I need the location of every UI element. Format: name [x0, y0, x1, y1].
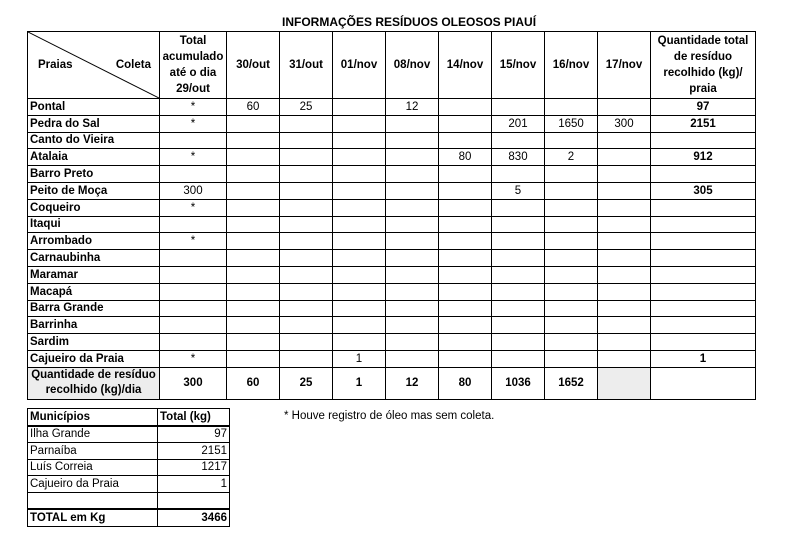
- praia-total-cell: [651, 317, 756, 334]
- table-cell: [160, 166, 227, 183]
- table-cell: 1650: [545, 115, 598, 132]
- sum-cell: 12: [386, 367, 439, 399]
- table-row: [28, 334, 756, 351]
- date-header: 15/nov: [492, 32, 545, 99]
- table-cell: [227, 350, 280, 367]
- table-row: [28, 283, 756, 300]
- table-row: [28, 250, 756, 267]
- table-cell: [280, 132, 333, 149]
- table-cell: 1: [333, 350, 386, 367]
- municipios-header: Municípios: [28, 409, 158, 426]
- municipio-total: 97: [158, 426, 230, 443]
- municipio-name: [28, 492, 158, 509]
- table-cell: [227, 233, 280, 250]
- sum-cell: 1: [333, 367, 386, 399]
- table-cell: [492, 132, 545, 149]
- table-cell: [545, 99, 598, 116]
- praias-coleta-header: [28, 32, 160, 99]
- praia-name: Atalaia: [28, 149, 160, 166]
- table-cell: [439, 334, 492, 351]
- praia-total-cell: [651, 233, 756, 250]
- sum-cell: [651, 367, 756, 399]
- table-row: [28, 233, 756, 250]
- table-cell: [333, 300, 386, 317]
- municipios-table: [27, 408, 230, 527]
- table-cell: [439, 266, 492, 283]
- table-row: [28, 216, 756, 233]
- praia-total-cell: [651, 300, 756, 317]
- praia-total-cell: [651, 283, 756, 300]
- table-cell: [280, 250, 333, 267]
- sum-cell: 1036: [492, 367, 545, 399]
- table-cell: [280, 317, 333, 334]
- table-cell: [545, 182, 598, 199]
- municipio-row: [28, 492, 230, 509]
- table-cell: [492, 216, 545, 233]
- table-cell: [492, 199, 545, 216]
- table-cell: [545, 216, 598, 233]
- praia-total-cell: [651, 199, 756, 216]
- residuos-table: [27, 31, 756, 400]
- table-cell: [439, 199, 492, 216]
- table-cell: [545, 334, 598, 351]
- table-cell: [386, 334, 439, 351]
- table-cell: [333, 250, 386, 267]
- table-cell: *: [160, 99, 227, 116]
- table-cell: [160, 250, 227, 267]
- praia-total-cell: [651, 266, 756, 283]
- table-cell: [439, 132, 492, 149]
- table-row: [28, 149, 756, 166]
- table-row: [28, 115, 756, 132]
- table-cell: [160, 132, 227, 149]
- praia-name: Maramar: [28, 266, 160, 283]
- table-cell: [386, 350, 439, 367]
- table-cell: [160, 317, 227, 334]
- table-row: [28, 199, 756, 216]
- table-cell: [439, 166, 492, 183]
- table-cell: [280, 233, 333, 250]
- table-cell: [280, 283, 333, 300]
- table-cell: [492, 300, 545, 317]
- table-cell: [280, 149, 333, 166]
- table-cell: [439, 283, 492, 300]
- table-cell: [598, 266, 651, 283]
- praia-total-cell: 1: [651, 350, 756, 367]
- praia-name: Cajueiro da Praia: [28, 350, 160, 367]
- table-cell: [160, 266, 227, 283]
- table-cell: [280, 115, 333, 132]
- table-cell: [598, 233, 651, 250]
- sum-cell: 300: [160, 367, 227, 399]
- table-cell: 300: [160, 182, 227, 199]
- table-cell: [227, 115, 280, 132]
- sum-cell: [598, 367, 651, 399]
- table-cell: [227, 182, 280, 199]
- praia-total-cell: [651, 132, 756, 149]
- table-cell: *: [160, 149, 227, 166]
- table-cell: [439, 216, 492, 233]
- table-cell: [333, 283, 386, 300]
- praia-total-cell: [651, 166, 756, 183]
- table-cell: [280, 199, 333, 216]
- table-cell: [545, 250, 598, 267]
- total-value: 3466: [158, 509, 230, 526]
- date-header: 30/out: [227, 32, 280, 99]
- praia-total-cell: 97: [651, 99, 756, 116]
- sum-row: [28, 367, 756, 399]
- table-row: [28, 317, 756, 334]
- table-cell: [598, 182, 651, 199]
- table-cell: [492, 334, 545, 351]
- table-cell: [333, 233, 386, 250]
- municipio-name: Luís Correia: [28, 459, 158, 476]
- table-cell: [492, 283, 545, 300]
- praia-total-cell: [651, 334, 756, 351]
- total-kg-header: Total (kg): [158, 409, 230, 426]
- table-cell: [598, 132, 651, 149]
- municipio-name: Ilha Grande: [28, 426, 158, 443]
- coleta-label: Coleta: [115, 59, 151, 71]
- table-cell: [598, 350, 651, 367]
- table-cell: [439, 99, 492, 116]
- table-cell: [280, 266, 333, 283]
- table-cell: [227, 250, 280, 267]
- praia-name: Arrombado: [28, 233, 160, 250]
- table-cell: [160, 300, 227, 317]
- table-cell: [386, 182, 439, 199]
- table-cell: [598, 166, 651, 183]
- praia-name: Barrinha: [28, 317, 160, 334]
- table-cell: [439, 317, 492, 334]
- table-cell: [333, 334, 386, 351]
- table-cell: [386, 233, 439, 250]
- sum-cell: 1652: [545, 367, 598, 399]
- municipio-total: 1: [158, 476, 230, 493]
- sum-cell: 25: [280, 367, 333, 399]
- praia-name: Barro Preto: [28, 166, 160, 183]
- table-cell: [333, 216, 386, 233]
- table-cell: [492, 266, 545, 283]
- municipio-name: Parnaíba: [28, 443, 158, 460]
- sum-cell: 80: [439, 367, 492, 399]
- table-row: [28, 300, 756, 317]
- date-header: 08/nov: [386, 32, 439, 99]
- table-cell: [492, 99, 545, 116]
- table-cell: [545, 166, 598, 183]
- quantidade-total-header: Quantidade total de resíduo recolhido (kg)/ praia: [651, 32, 756, 99]
- table-cell: [439, 115, 492, 132]
- table-cell: [227, 149, 280, 166]
- table-cell: [227, 300, 280, 317]
- table-cell: *: [160, 233, 227, 250]
- praia-name: Pontal: [28, 99, 160, 116]
- table-row: [28, 132, 756, 149]
- table-cell: [333, 99, 386, 116]
- table-cell: [333, 317, 386, 334]
- table-cell: [545, 233, 598, 250]
- praia-total-cell: 912: [651, 149, 756, 166]
- table-cell: 12: [386, 99, 439, 116]
- municipio-total: 2151: [158, 443, 230, 460]
- table-cell: [227, 266, 280, 283]
- table-cell: [545, 283, 598, 300]
- total-acumulado-header: Total acumulado até o dia 29/out: [160, 32, 227, 99]
- table-cell: 300: [598, 115, 651, 132]
- table-cell: [598, 149, 651, 166]
- praias-label: Praias: [38, 59, 73, 71]
- page-title: INFORMAÇÕES RESÍDUOS OLEOSOS PIAUÍ: [282, 15, 537, 29]
- table-cell: [280, 216, 333, 233]
- table-cell: 2: [545, 149, 598, 166]
- praia-total-cell: 305: [651, 182, 756, 199]
- date-header: 16/nov: [545, 32, 598, 99]
- table-cell: [280, 300, 333, 317]
- table-cell: [280, 334, 333, 351]
- table-cell: [227, 334, 280, 351]
- praia-name: Macapá: [28, 283, 160, 300]
- table-cell: [545, 350, 598, 367]
- table-cell: [598, 317, 651, 334]
- table-cell: [386, 166, 439, 183]
- table-cell: [598, 250, 651, 267]
- table-row: [28, 99, 756, 116]
- praia-name: Itaqui: [28, 216, 160, 233]
- table-cell: [333, 166, 386, 183]
- table-cell: [598, 334, 651, 351]
- table-cell: [492, 317, 545, 334]
- municipio-name: Cajueiro da Praia: [28, 476, 158, 493]
- table-cell: [439, 250, 492, 267]
- table-cell: [333, 266, 386, 283]
- table-cell: [227, 283, 280, 300]
- table-cell: 201: [492, 115, 545, 132]
- table-cell: [160, 334, 227, 351]
- table-cell: [598, 216, 651, 233]
- table-cell: [333, 115, 386, 132]
- date-header: 14/nov: [439, 32, 492, 99]
- praia-name: Canto do Vieira: [28, 132, 160, 149]
- table-cell: 80: [439, 149, 492, 166]
- date-header: 01/nov: [333, 32, 386, 99]
- table-cell: 5: [492, 182, 545, 199]
- table-cell: [439, 233, 492, 250]
- municipio-total: 1217: [158, 459, 230, 476]
- praia-name: Sardim: [28, 334, 160, 351]
- table-cell: [492, 250, 545, 267]
- table-cell: [598, 300, 651, 317]
- table-cell: [386, 199, 439, 216]
- table-cell: [492, 166, 545, 183]
- praia-total-cell: 2151: [651, 115, 756, 132]
- table-cell: [598, 99, 651, 116]
- table-cell: [492, 350, 545, 367]
- table-cell: 60: [227, 99, 280, 116]
- table-cell: [386, 266, 439, 283]
- table-cell: [280, 182, 333, 199]
- table-cell: *: [160, 350, 227, 367]
- sum-cell: 60: [227, 367, 280, 399]
- table-cell: [545, 317, 598, 334]
- table-cell: [280, 350, 333, 367]
- table-cell: [492, 233, 545, 250]
- praia-total-cell: [651, 250, 756, 267]
- table-cell: [386, 132, 439, 149]
- table-row: [28, 182, 756, 199]
- table-cell: [386, 216, 439, 233]
- table-row: [28, 166, 756, 183]
- municipio-row: [28, 459, 230, 476]
- municipios-total-row: [28, 509, 230, 526]
- header-row: [28, 32, 756, 99]
- table-cell: [160, 216, 227, 233]
- table-cell: 830: [492, 149, 545, 166]
- table-cell: [545, 199, 598, 216]
- total-label: TOTAL em Kg: [28, 509, 158, 526]
- praia-name: Pedra do Sal: [28, 115, 160, 132]
- table-row: [28, 350, 756, 367]
- table-cell: [386, 300, 439, 317]
- table-cell: *: [160, 115, 227, 132]
- praia-name: Carnaubinha: [28, 250, 160, 267]
- table-cell: [160, 283, 227, 300]
- table-cell: [598, 199, 651, 216]
- table-cell: [386, 283, 439, 300]
- table-cell: [439, 300, 492, 317]
- date-header: 17/nov: [598, 32, 651, 99]
- table-cell: [333, 199, 386, 216]
- table-cell: [227, 216, 280, 233]
- table-cell: [227, 132, 280, 149]
- table-cell: [386, 149, 439, 166]
- table-cell: [386, 250, 439, 267]
- praia-name: Barra Grande: [28, 300, 160, 317]
- table-cell: [545, 300, 598, 317]
- praia-name: Peito de Moça: [28, 182, 160, 199]
- table-cell: [333, 149, 386, 166]
- table-cell: [386, 115, 439, 132]
- municipio-row: [28, 476, 230, 493]
- table-cell: 25: [280, 99, 333, 116]
- praia-total-cell: [651, 216, 756, 233]
- table-cell: [439, 182, 492, 199]
- table-cell: *: [160, 199, 227, 216]
- municipio-row: [28, 426, 230, 443]
- table-cell: [545, 132, 598, 149]
- footnote: * Houve registro de óleo mas sem coleta.: [284, 410, 495, 422]
- table-cell: [598, 283, 651, 300]
- praia-name: Coqueiro: [28, 199, 160, 216]
- date-header: 31/out: [280, 32, 333, 99]
- municipio-total: [158, 492, 230, 509]
- table-cell: [227, 317, 280, 334]
- table-cell: [333, 182, 386, 199]
- sum-row-label: Quantidade de resíduo recolhido (kg)/dia: [28, 367, 160, 399]
- table-cell: [333, 132, 386, 149]
- municipio-row: [28, 443, 230, 460]
- table-cell: [545, 266, 598, 283]
- table-cell: [386, 317, 439, 334]
- municipios-header-row: [28, 409, 230, 426]
- table-cell: [227, 166, 280, 183]
- table-row: [28, 266, 756, 283]
- table-cell: [439, 350, 492, 367]
- table-cell: [227, 199, 280, 216]
- table-cell: [280, 166, 333, 183]
